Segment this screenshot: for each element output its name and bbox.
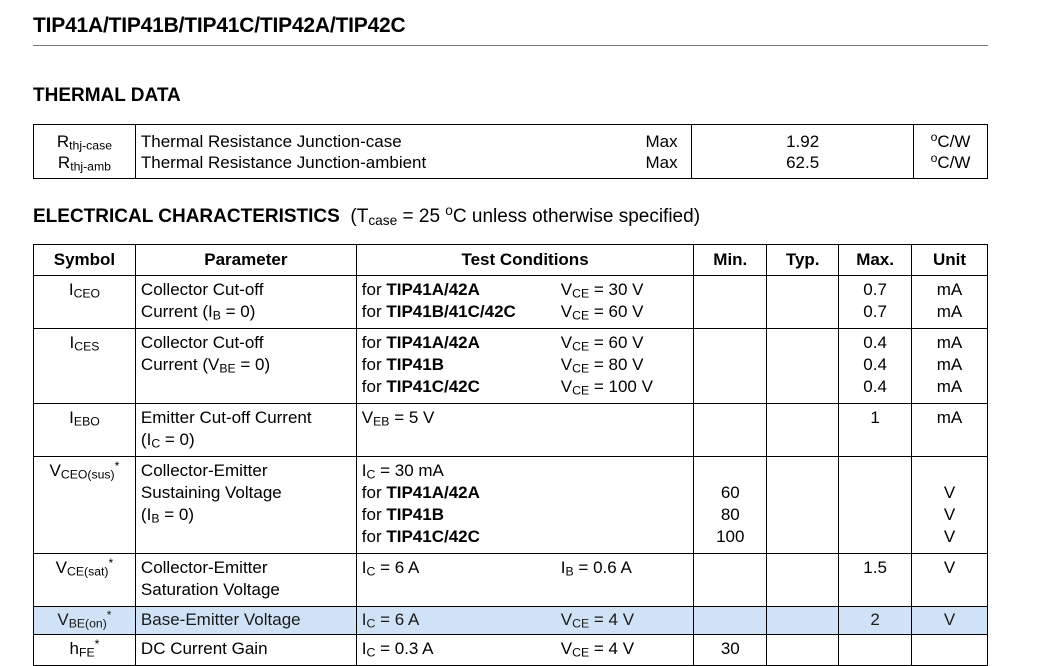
- thermal-symbol-case: $R_{thj-case}$: [56, 131, 112, 153]
- header-max: Max.: [839, 245, 912, 276]
- typ-iceo: [767, 276, 839, 329]
- conditions-ices: for TIP41A/42A $V_{CE} = 60$ V for TIP41B $V_{CE} = 80$ V for TIP41C/42C $V_{CE} = 100$ V: [356, 329, 694, 404]
- unit-iceo: mA mA: [912, 276, 988, 329]
- typ-ices: [767, 329, 839, 404]
- min-iceo: [694, 276, 767, 329]
- conditions-vcesat: $I_C = 6$ A $I_B = 0.6$ A: [356, 554, 694, 607]
- typ-vbeon: [767, 607, 839, 635]
- electrical-heading: [33, 203, 701, 228]
- symbol-iebo: $I_{EBO}$: [34, 404, 136, 457]
- max-vbeon: 2: [839, 607, 912, 635]
- thermal-value-cell: [692, 125, 914, 179]
- thermal-heading-text: THERMAL DATA: [33, 85, 181, 106]
- symbol-iceo: $I_{CEO}$: [34, 276, 136, 329]
- param-hfe: DC Current Gain: [135, 635, 356, 666]
- min-hfe: 30: [694, 635, 767, 666]
- electrical-heading-note: ($T_{case} = 25$ $^o$C unless otherwise specified): [350, 203, 701, 228]
- thermal-unit-cell: [914, 125, 988, 179]
- thermal-param-case: Thermal Resistance Junction-case: [140, 131, 402, 151]
- thermal-param-cell: [135, 125, 631, 179]
- header-min: Min.: [694, 245, 767, 276]
- max-iebo: 1: [839, 404, 912, 457]
- table-row-vcesat: [34, 554, 988, 607]
- thermal-value-amb: 62.5: [786, 152, 820, 172]
- param-vcesat: Collector-Emitter Saturation Voltage: [135, 554, 356, 607]
- thermal-unit-amb: $^o$C/W: [930, 150, 971, 172]
- header-parameter: Parameter: [135, 245, 356, 276]
- header-symbol: Symbol: [34, 245, 136, 276]
- symbol-vbeon: $V_{BE(on)}^*$: [34, 607, 136, 635]
- unit-hfe: [912, 635, 988, 666]
- table-row-iceo: [34, 276, 988, 329]
- thermal-table: [33, 124, 988, 179]
- header-unit: Unit: [912, 245, 988, 276]
- conditions-vbeon: $I_C = 6$ A $V_{CE} = 4$ V: [356, 607, 694, 635]
- min-vbeon: [694, 607, 767, 635]
- electrical-header-row: [34, 245, 988, 276]
- symbol-vceo: $V_{CEO(sus)}^*$: [34, 457, 136, 554]
- symbol-hfe: $h_{FE}^*$: [34, 635, 136, 666]
- typ-vceo: [767, 457, 839, 554]
- typ-vcesat: [767, 554, 839, 607]
- thermal-heading: [33, 85, 181, 107]
- conditions-iebo: $V_{EB} = 5$ V: [356, 404, 694, 457]
- symbol-vcesat: $V_{CE(sat)}^*$: [34, 554, 136, 607]
- max-iceo: 0.7 0.7: [839, 276, 912, 329]
- table-row-hfe: [34, 635, 988, 666]
- conditions-hfe: $I_C = 0.3$ A $V_{CE} = 4$ V: [356, 635, 694, 666]
- thermal-param-amb: Thermal Resistance Junction-ambient: [140, 152, 427, 172]
- header-typ: Typ.: [767, 245, 839, 276]
- header-test-conditions: Test Conditions: [356, 245, 694, 276]
- thermal-limit-amb: Max: [645, 152, 678, 172]
- conditions-iceo: for TIP41A/42A $V_{CE} = 30$ V for TIP41B/41C/42C $V_{CE} = 60$ V: [356, 276, 694, 329]
- min-iebo: [694, 404, 767, 457]
- conditions-vceo: $I_C = 30$ mA for TIP41A/42A for TIP41B for TIP41C/42C: [356, 457, 694, 554]
- max-vcesat: 1.5: [839, 554, 912, 607]
- unit-ices: mA mA mA: [912, 329, 988, 404]
- title-divider: [33, 45, 988, 46]
- thermal-limit-case: Max: [645, 131, 678, 151]
- max-vceo: [839, 457, 912, 554]
- param-ices: Collector Cut-off Current $(V_{BE} = 0)$: [135, 329, 356, 404]
- min-vcesat: [694, 554, 767, 607]
- thermal-row: [34, 125, 988, 179]
- thermal-symbol-cell: [34, 125, 136, 179]
- unit-vceo: V V V: [912, 457, 988, 554]
- typ-hfe: [767, 635, 839, 666]
- document-title: TIP41A/TIP41B/TIP41C/TIP42A/TIP42C: [33, 14, 406, 37]
- max-ices: 0.4 0.4 0.4: [839, 329, 912, 404]
- unit-vbeon: V: [912, 607, 988, 635]
- thermal-limit-cell: [632, 125, 692, 179]
- typ-iebo: [767, 404, 839, 457]
- max-hfe: [839, 635, 912, 666]
- table-row-iebo: [34, 404, 988, 457]
- min-vceo: 60 80 100: [694, 457, 767, 554]
- param-iebo: Emitter Cut-off Current $(I_C = 0)$: [135, 404, 356, 457]
- symbol-ices: $I_{CES}$: [34, 329, 136, 404]
- thermal-symbol-amb: $R_{thj-amb}$: [57, 152, 111, 174]
- thermal-value-case: 1.92: [786, 131, 820, 151]
- param-iceo: Collector Cut-off Current $(I_B = 0)$: [135, 276, 356, 329]
- unit-vcesat: V: [912, 554, 988, 607]
- electrical-table: [33, 244, 988, 666]
- min-ices: [694, 329, 767, 404]
- param-vceo: Collector-Emitter Sustaining Voltage $(I_B = 0)$: [135, 457, 356, 554]
- param-vbeon: Base-Emitter Voltage: [135, 607, 356, 635]
- table-row-vbeon[interactable]: [34, 607, 988, 635]
- table-row-ices: [34, 329, 988, 404]
- electrical-heading-text: ELECTRICAL CHARACTERISTICS: [33, 206, 340, 227]
- thermal-unit-case: $^o$C/W: [930, 129, 971, 151]
- unit-iebo: mA: [912, 404, 988, 457]
- table-row-vceo: [34, 457, 988, 554]
